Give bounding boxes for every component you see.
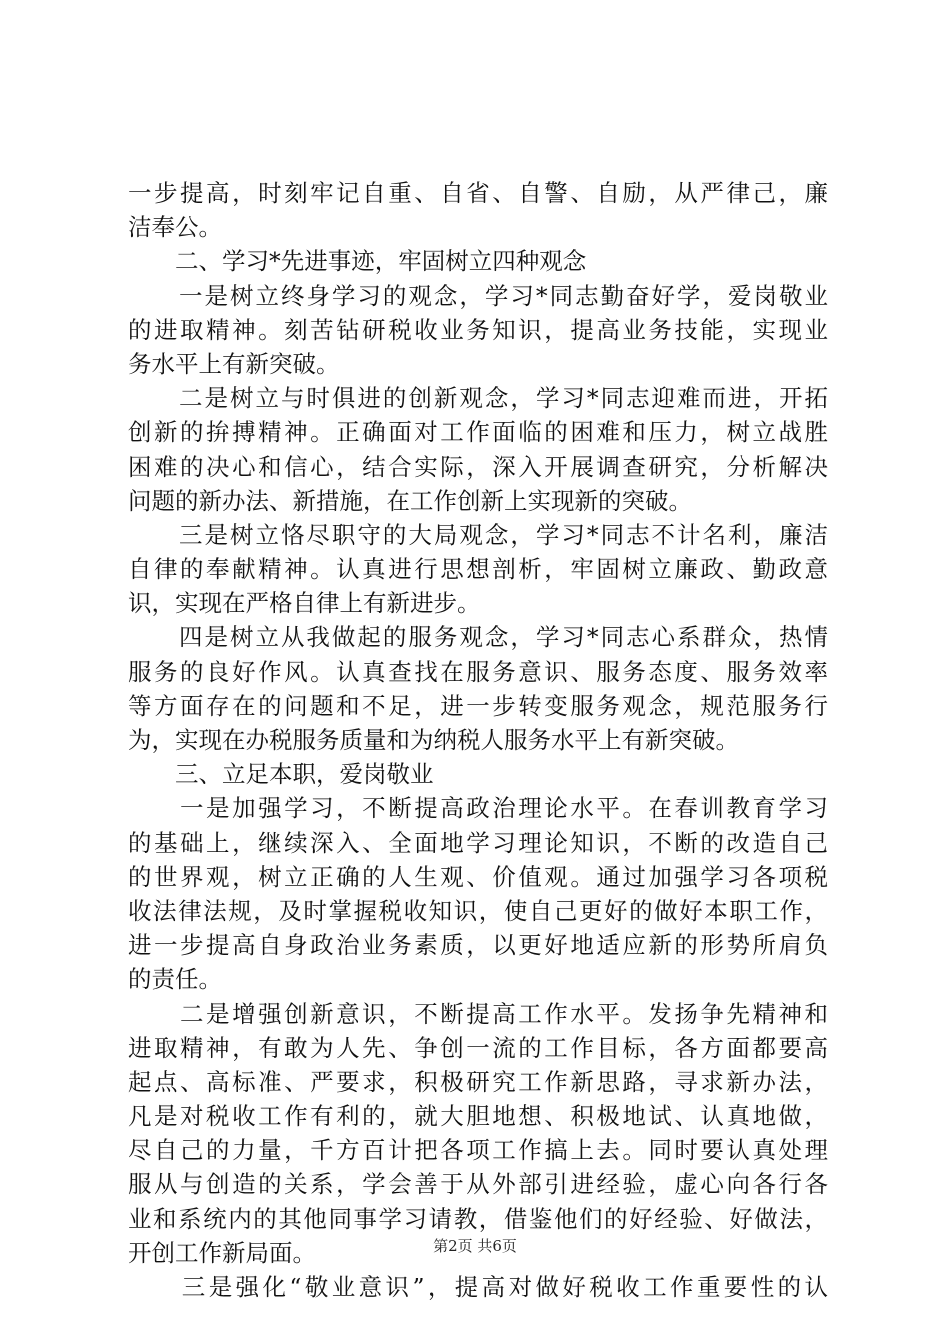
text-line: 一步提高，时刻牢记自重、自省、自警、自励，从严律己，廉: [128, 179, 828, 207]
text-line: 创新的拚搏精神。正确面对工作面临的困难和压力，树立战胜: [128, 418, 828, 447]
text-line: 一是树立终身学习的观念，学习*同志勤奋好学，爱岗敬业: [128, 281, 828, 310]
text-line: 业和系统内的其他同事学习请教，借鉴他们的好经验、好做法，: [128, 1204, 828, 1233]
text-line: 进一步提高自身政治业务素质，以更好地适应新的形势所肩负: [128, 931, 828, 960]
page-footer: 第2页 共6页: [433, 1237, 517, 1255]
text-line: 三是强化“敬业意识”，提高对做好税收工作重要性的认: [128, 1273, 828, 1301]
text-line: 务水平上有新突破。: [128, 349, 340, 378]
text-line: 等方面存在的问题和不足，进一步转变服务观念，规范服务行: [128, 691, 828, 720]
text-line: 的责任。: [128, 965, 222, 994]
text-line: 服从与创造的关系，学会善于从外部引进经验，虚心向各行各: [128, 1170, 828, 1199]
text-line: 三、立足本职，爱岗敬业: [128, 760, 434, 789]
text-line: 服务的良好作风。认真查找在服务意识、服务态度、服务效率: [128, 657, 828, 686]
document-body: [128, 176, 828, 1304]
text-line: 凡是对税收工作有利的，就大胆地想、积极地试、认真地做，: [128, 1102, 828, 1131]
text-line: 起点、高标准、严要求，积极研究工作新思路，寻求新办法，: [128, 1067, 828, 1096]
text-line: 困难的决心和信心，结合实际，深入开展调查研究，分析解决: [128, 452, 828, 481]
text-line: 识，实现在严格自律上有新进步。: [128, 589, 481, 618]
text-line: 洁奉公。: [128, 213, 222, 242]
text-line: 尽自己的力量，千方百计把各项工作搞上去。同时要认真处理: [128, 1136, 828, 1165]
text-line: 的世界观，树立正确的人生观、价值观。通过加强学习各项税: [128, 862, 828, 891]
text-line: 的基础上，继续深入、全面地学习理论知识，不断的改造自己: [128, 828, 828, 857]
text-line: 二是树立与时俱进的创新观念，学习*同志迎难而进，开拓: [128, 384, 828, 413]
text-line: 的进取精神。刻苦钻研税收业务知识，提高业务技能，实现业: [128, 315, 828, 344]
text-line: 问题的新办法、新措施，在工作创新上实现新的突破。: [128, 486, 692, 515]
text-line: 二、学习*先进事迹，牢固树立四种观念: [128, 247, 587, 276]
text-line: 为，实现在办税服务质量和为纳税人服务水平上有新突破。: [128, 726, 739, 754]
text-line: 进取精神，有敢为人先、争创一流的工作目标，各方面都要高: [128, 1033, 828, 1062]
text-line: 二是增强创新意识，不断提高工作水平。发扬争先精神和: [128, 999, 828, 1028]
text-line: 自律的奉献精神。认真进行思想剖析，牢固树立廉政、勤政意: [128, 555, 828, 584]
text-line: 四是树立从我做起的服务观念，学习*同志心系群众，热情: [128, 623, 828, 652]
text-line: 一是加强学习，不断提高政治理论水平。在春训教育学习: [128, 794, 828, 823]
text-line: 三是树立恪尽职守的大局观念，学习*同志不计名利，廉洁: [128, 520, 828, 549]
text-line: 开创工作新局面。: [128, 1238, 316, 1267]
text-line: 收法律法规，及时掌握税收知识，使自己更好的做好本职工作，: [128, 896, 828, 925]
